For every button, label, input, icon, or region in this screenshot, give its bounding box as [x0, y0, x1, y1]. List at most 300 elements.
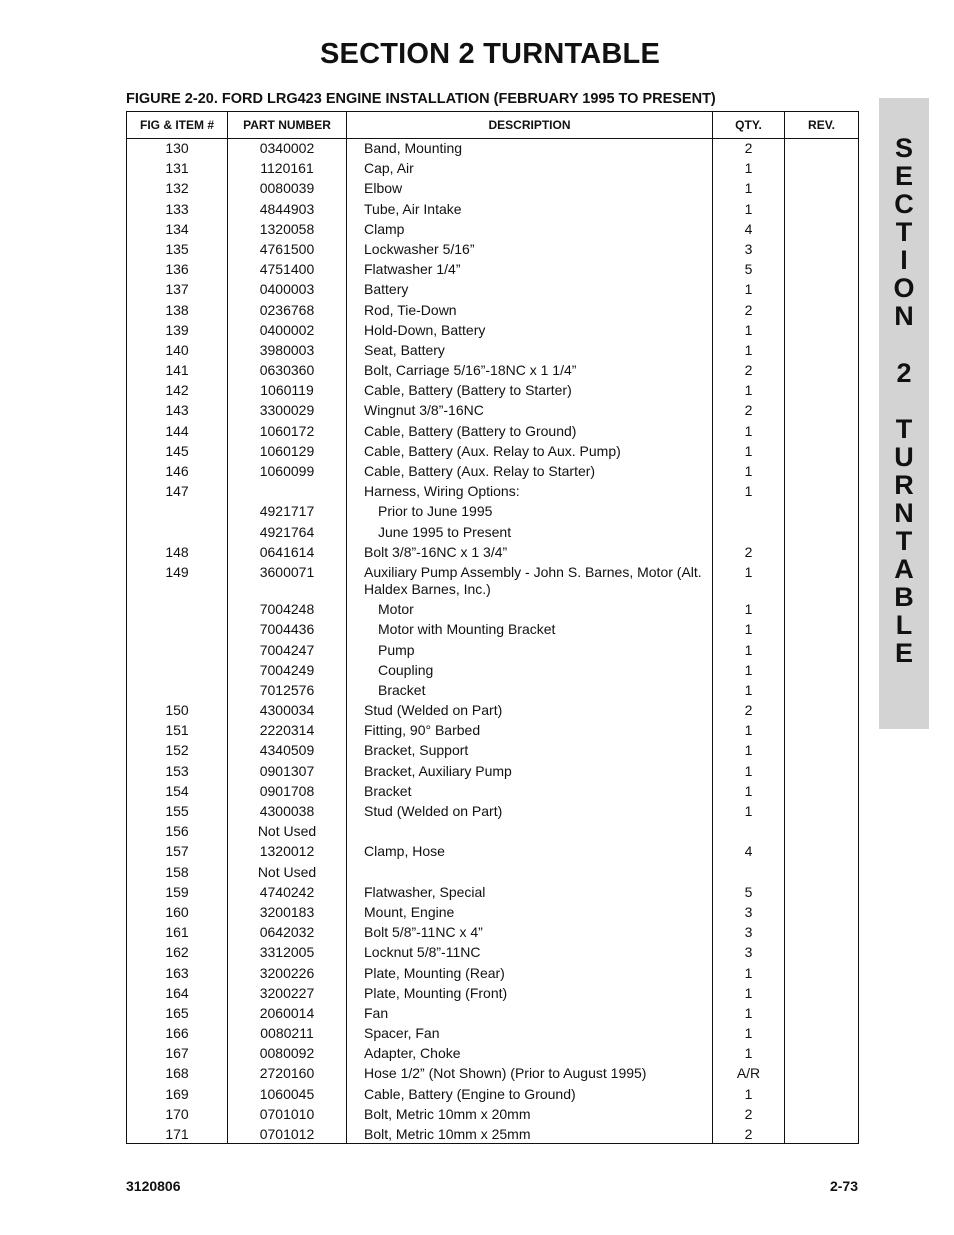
description-cell: Hold-Down, Battery: [347, 320, 713, 340]
qty-cell: 2: [713, 700, 785, 720]
description-cell: Pump: [347, 640, 713, 660]
part-number-cell: 1120161: [228, 159, 347, 179]
rev-cell: [785, 482, 859, 502]
item-number-cell: 157: [127, 842, 228, 862]
table-row: [127, 721, 859, 741]
qty-cell: 1: [713, 801, 785, 821]
qty-cell: 4: [713, 842, 785, 862]
part-number-cell: 0400002: [228, 320, 347, 340]
qty-cell: 1: [713, 340, 785, 360]
description-cell: Tube, Air Intake: [347, 199, 713, 219]
part-number-cell: 4921764: [228, 522, 347, 542]
rev-cell: [785, 923, 859, 943]
rev-cell: [785, 280, 859, 300]
rev-cell: [785, 680, 859, 700]
description-cell: Coupling: [347, 660, 713, 680]
description-cell: Bolt, Metric 10mm x 20mm: [347, 1104, 713, 1124]
rev-cell: [785, 721, 859, 741]
table-row: [127, 1064, 859, 1084]
rev-cell: [785, 842, 859, 862]
rev-cell: [785, 179, 859, 199]
table-row: [127, 239, 859, 259]
rev-cell: [785, 360, 859, 380]
item-number-cell: 168: [127, 1064, 228, 1084]
table-row: [127, 842, 859, 862]
qty-cell: A/R: [713, 1064, 785, 1084]
item-number-cell: 158: [127, 862, 228, 882]
table-row: [127, 700, 859, 720]
rev-cell: [785, 239, 859, 259]
description-cell: Cable, Battery (Engine to Ground): [347, 1084, 713, 1104]
table-row: [127, 1003, 859, 1023]
side-tab-letter: L: [895, 610, 913, 640]
table-row: [127, 882, 859, 902]
qty-cell: 2: [713, 401, 785, 421]
rev-cell: [785, 1084, 859, 1104]
description-cell: Prior to June 1995: [347, 502, 713, 522]
qty-cell: 1: [713, 179, 785, 199]
part-number-cell: 3312005: [228, 943, 347, 963]
table-row: [127, 761, 859, 781]
item-number-cell: [127, 600, 228, 620]
part-number-cell: 0080039: [228, 179, 347, 199]
side-tab-letter: S: [894, 133, 913, 163]
rev-cell: [785, 219, 859, 239]
rev-cell: [785, 320, 859, 340]
part-number-cell: 4844903: [228, 199, 347, 219]
table-row: [127, 502, 859, 522]
table-row: [127, 862, 859, 882]
item-number-cell: 162: [127, 943, 228, 963]
column-header-item: FIG & ITEM #: [127, 112, 228, 139]
table-row: [127, 401, 859, 421]
item-number-cell: 131: [127, 159, 228, 179]
item-number-cell: [127, 680, 228, 700]
qty-cell: 1: [713, 562, 785, 599]
qty-cell: 1: [713, 421, 785, 441]
rev-cell: [785, 381, 859, 401]
description-cell: Cable, Battery (Battery to Ground): [347, 421, 713, 441]
side-tab-letter: R: [894, 470, 914, 500]
item-number-cell: 154: [127, 781, 228, 801]
part-number-cell: 4740242: [228, 882, 347, 902]
item-number-cell: 139: [127, 320, 228, 340]
qty-cell: 1: [713, 781, 785, 801]
part-number-cell: 0400003: [228, 280, 347, 300]
item-number-cell: 137: [127, 280, 228, 300]
part-number-cell: 4300034: [228, 700, 347, 720]
table-header-row: [127, 112, 859, 139]
rev-cell: [785, 441, 859, 461]
qty-cell: 1: [713, 1044, 785, 1064]
item-number-cell: 136: [127, 260, 228, 280]
qty-cell: 1: [713, 963, 785, 983]
part-number-cell: 2060014: [228, 1003, 347, 1023]
part-number-cell: 3200183: [228, 902, 347, 922]
description-cell: [347, 862, 713, 882]
side-tab-letter: T: [895, 217, 913, 247]
table-row: [127, 660, 859, 680]
description-cell: Adapter, Choke: [347, 1044, 713, 1064]
part-number-cell: 7004436: [228, 620, 347, 640]
item-number-cell: 135: [127, 239, 228, 259]
description-cell: Bracket, Auxiliary Pump: [347, 761, 713, 781]
table-row: [127, 381, 859, 401]
table-row: [127, 923, 859, 943]
part-number-cell: 4751400: [228, 260, 347, 280]
item-number-cell: 170: [127, 1104, 228, 1124]
rev-cell: [785, 902, 859, 922]
item-number-cell: [127, 660, 228, 680]
description-cell: Bolt 3/8”-16NC x 1 3/4”: [347, 542, 713, 562]
part-number-cell: Not Used: [228, 862, 347, 882]
table-row: [127, 482, 859, 502]
rev-cell: [785, 1064, 859, 1084]
qty-cell: 1: [713, 721, 785, 741]
qty-cell: 2: [713, 300, 785, 320]
table-row: [127, 1084, 859, 1104]
part-number-cell: [228, 482, 347, 502]
item-number-cell: 150: [127, 700, 228, 720]
description-cell: Seat, Battery: [347, 340, 713, 360]
rev-cell: [785, 1023, 859, 1043]
qty-cell: 1: [713, 761, 785, 781]
qty-cell: 2: [713, 542, 785, 562]
rev-cell: [785, 600, 859, 620]
part-number-cell: 1320058: [228, 219, 347, 239]
description-cell: Battery: [347, 280, 713, 300]
rev-cell: [785, 1104, 859, 1124]
qty-cell: 1: [713, 1023, 785, 1043]
part-number-cell: 3300029: [228, 401, 347, 421]
table-row: [127, 640, 859, 660]
description-cell: Cable, Battery (Aux. Relay to Starter): [347, 461, 713, 481]
rev-cell: [785, 963, 859, 983]
part-number-cell: 7012576: [228, 680, 347, 700]
rev-cell: [785, 562, 859, 599]
rev-cell: [785, 640, 859, 660]
side-tab-letter: T: [895, 526, 913, 556]
table-row: [127, 360, 859, 380]
item-number-cell: 166: [127, 1023, 228, 1043]
document-number: 3120806: [126, 1178, 181, 1194]
table-row: [127, 741, 859, 761]
table-row: [127, 963, 859, 983]
table-row: [127, 1124, 859, 1143]
rev-cell: [785, 741, 859, 761]
qty-cell: 1: [713, 741, 785, 761]
rev-cell: [785, 781, 859, 801]
item-number-cell: 155: [127, 801, 228, 821]
table-row: [127, 300, 859, 320]
rev-cell: [785, 1044, 859, 1064]
part-number-cell: 1320012: [228, 842, 347, 862]
rev-cell: [785, 340, 859, 360]
qty-cell: 3: [713, 239, 785, 259]
description-cell: Band, Mounting: [347, 139, 713, 159]
description-cell: Cap, Air: [347, 159, 713, 179]
side-tab-letter: E: [894, 638, 913, 668]
part-number-cell: 0901307: [228, 761, 347, 781]
rev-cell: [785, 139, 859, 159]
qty-cell: 1: [713, 680, 785, 700]
column-header-description: DESCRIPTION: [347, 112, 713, 139]
table-row: [127, 902, 859, 922]
qty-cell: 1: [713, 660, 785, 680]
item-number-cell: 141: [127, 360, 228, 380]
description-cell: Cable, Battery (Battery to Starter): [347, 381, 713, 401]
item-number-cell: 159: [127, 882, 228, 902]
page-number: 2-73: [829, 1178, 858, 1194]
part-number-cell: 0080092: [228, 1044, 347, 1064]
rev-cell: [785, 300, 859, 320]
description-cell: Flatwasher, Special: [347, 882, 713, 902]
description-cell: Bracket: [347, 781, 713, 801]
part-number-cell: 3200227: [228, 983, 347, 1003]
description-cell: Bracket, Support: [347, 741, 713, 761]
part-number-cell: 1060172: [228, 421, 347, 441]
rev-cell: [785, 522, 859, 542]
qty-cell: 1: [713, 983, 785, 1003]
description-cell: Plate, Mounting (Front): [347, 983, 713, 1003]
description-cell: Flatwasher 1/4”: [347, 260, 713, 280]
qty-cell: 3: [713, 943, 785, 963]
part-number-cell: 0701012: [228, 1124, 347, 1143]
qty-cell: [713, 862, 785, 882]
qty-cell: 1: [713, 320, 785, 340]
item-number-cell: 134: [127, 219, 228, 239]
part-number-cell: 1060099: [228, 461, 347, 481]
side-tab-letter: T: [895, 414, 913, 444]
rev-cell: [785, 620, 859, 640]
description-cell: Motor: [347, 600, 713, 620]
rev-cell: [785, 260, 859, 280]
side-tab-letter: U: [894, 442, 914, 472]
parts-table-body: [127, 139, 859, 1144]
item-number-cell: 153: [127, 761, 228, 781]
item-number-cell: 130: [127, 139, 228, 159]
rev-cell: [785, 943, 859, 963]
part-number-cell: 0236768: [228, 300, 347, 320]
column-header-part-number: PART NUMBER: [228, 112, 347, 139]
qty-cell: 1: [713, 482, 785, 502]
rev-cell: [785, 882, 859, 902]
table-row: [127, 542, 859, 562]
section-side-tab: [879, 98, 929, 729]
qty-cell: 3: [713, 902, 785, 922]
figure-title: FIGURE 2-20. FORD LRG423 ENGINE INSTALLATION (FEBRUARY 1995 TO PRESENT): [126, 91, 716, 107]
table-row: [127, 441, 859, 461]
part-number-cell: 1060129: [228, 441, 347, 461]
item-number-cell: 156: [127, 822, 228, 842]
qty-cell: 2: [713, 1104, 785, 1124]
table-row: [127, 1104, 859, 1124]
part-number-cell: 0080211: [228, 1023, 347, 1043]
rev-cell: [785, 660, 859, 680]
description-cell: Stud (Welded on Part): [347, 700, 713, 720]
item-number-cell: 163: [127, 963, 228, 983]
rev-cell: [785, 700, 859, 720]
table-row: [127, 260, 859, 280]
side-tab-letter: N: [894, 301, 914, 331]
table-row: [127, 1023, 859, 1043]
qty-cell: 1: [713, 441, 785, 461]
rev-cell: [785, 542, 859, 562]
description-cell: Spacer, Fan: [347, 1023, 713, 1043]
rev-cell: [785, 983, 859, 1003]
part-number-cell: 0901708: [228, 781, 347, 801]
item-number-cell: 144: [127, 421, 228, 441]
part-number-cell: 2220314: [228, 721, 347, 741]
qty-cell: 1: [713, 280, 785, 300]
table-row: [127, 620, 859, 640]
table-row: [127, 600, 859, 620]
description-cell: Cable, Battery (Aux. Relay to Aux. Pump): [347, 441, 713, 461]
description-cell: Rod, Tie-Down: [347, 300, 713, 320]
description-cell: Fitting, 90° Barbed: [347, 721, 713, 741]
qty-cell: 1: [713, 640, 785, 660]
table-row: [127, 320, 859, 340]
description-cell: June 1995 to Present: [347, 522, 713, 542]
qty-cell: 1: [713, 600, 785, 620]
qty-cell: [713, 822, 785, 842]
parts-table: [126, 111, 859, 1144]
item-number-cell: 142: [127, 381, 228, 401]
item-number-cell: 164: [127, 983, 228, 1003]
table-row: [127, 461, 859, 481]
item-number-cell: 143: [127, 401, 228, 421]
description-cell: Fan: [347, 1003, 713, 1023]
rev-cell: [785, 761, 859, 781]
column-header-qty: QTY.: [713, 112, 785, 139]
side-tab-letter: I: [900, 245, 908, 275]
qty-cell: [713, 502, 785, 522]
qty-cell: 1: [713, 199, 785, 219]
rev-cell: [785, 401, 859, 421]
rev-cell: [785, 502, 859, 522]
part-number-cell: 0630360: [228, 360, 347, 380]
table-row: [127, 562, 859, 599]
item-number-cell: 147: [127, 482, 228, 502]
rev-cell: [785, 822, 859, 842]
item-number-cell: [127, 640, 228, 660]
item-number-cell: 145: [127, 441, 228, 461]
item-number-cell: 138: [127, 300, 228, 320]
description-cell: Clamp: [347, 219, 713, 239]
table-row: [127, 199, 859, 219]
part-number-cell: 4761500: [228, 239, 347, 259]
part-number-cell: 3600071: [228, 562, 347, 599]
item-number-cell: 149: [127, 562, 228, 599]
qty-cell: 2: [713, 360, 785, 380]
side-tab-letter: C: [894, 189, 914, 219]
part-number-cell: Not Used: [228, 822, 347, 842]
description-cell: [347, 822, 713, 842]
description-cell: Clamp, Hose: [347, 842, 713, 862]
qty-cell: [713, 522, 785, 542]
table-row: [127, 219, 859, 239]
rev-cell: [785, 1124, 859, 1143]
description-cell: Motor with Mounting Bracket: [347, 620, 713, 640]
qty-cell: 1: [713, 159, 785, 179]
table-row: [127, 179, 859, 199]
side-tab-letter: O: [893, 273, 915, 303]
qty-cell: 1: [713, 461, 785, 481]
part-number-cell: 1060119: [228, 381, 347, 401]
item-number-cell: 152: [127, 741, 228, 761]
part-number-cell: 4921717: [228, 502, 347, 522]
column-header-rev: REV.: [785, 112, 859, 139]
item-number-cell: 160: [127, 902, 228, 922]
rev-cell: [785, 801, 859, 821]
part-number-cell: 3980003: [228, 340, 347, 360]
table-row: [127, 159, 859, 179]
part-number-cell: 1060045: [228, 1084, 347, 1104]
description-cell: Wingnut 3/8”-16NC: [347, 401, 713, 421]
description-cell: Locknut 5/8”-11NC: [347, 943, 713, 963]
table-row: [127, 943, 859, 963]
table-row: [127, 680, 859, 700]
qty-cell: 4: [713, 219, 785, 239]
description-cell: Lockwasher 5/16”: [347, 239, 713, 259]
side-tab-letter: E: [894, 161, 913, 191]
table-row: [127, 983, 859, 1003]
item-number-cell: 133: [127, 199, 228, 219]
table-row: [127, 522, 859, 542]
item-number-cell: [127, 620, 228, 640]
item-number-cell: 169: [127, 1084, 228, 1104]
part-number-cell: 7004249: [228, 660, 347, 680]
description-cell: Mount, Engine: [347, 902, 713, 922]
rev-cell: [785, 461, 859, 481]
rev-cell: [785, 199, 859, 219]
side-tab-letter: A: [894, 554, 914, 584]
description-cell: Bracket: [347, 680, 713, 700]
item-number-cell: 151: [127, 721, 228, 741]
qty-cell: 1: [713, 620, 785, 640]
table-row: [127, 139, 859, 159]
item-number-cell: 161: [127, 923, 228, 943]
rev-cell: [785, 862, 859, 882]
description-cell: Stud (Welded on Part): [347, 801, 713, 821]
qty-cell: 1: [713, 1084, 785, 1104]
description-cell: Auxiliary Pump Assembly - John S. Barnes, Motor (Alt. Haldex Barnes, Inc.): [347, 562, 713, 599]
item-number-cell: 146: [127, 461, 228, 481]
item-number-cell: 171: [127, 1124, 228, 1143]
part-number-cell: 0701010: [228, 1104, 347, 1124]
part-number-cell: 2720160: [228, 1064, 347, 1084]
table-row: [127, 822, 859, 842]
side-tab-letter: 2: [896, 358, 912, 388]
description-cell: Hose 1/2” (Not Shown) (Prior to August 1995): [347, 1064, 713, 1084]
table-row: [127, 1044, 859, 1064]
part-number-cell: 7004247: [228, 640, 347, 660]
item-number-cell: 140: [127, 340, 228, 360]
description-cell: Elbow: [347, 179, 713, 199]
qty-cell: 5: [713, 260, 785, 280]
rev-cell: [785, 1003, 859, 1023]
qty-cell: 5: [713, 882, 785, 902]
qty-cell: 1: [713, 381, 785, 401]
table-row: [127, 340, 859, 360]
qty-cell: 1: [713, 1003, 785, 1023]
description-cell: Bolt, Metric 10mm x 25mm: [347, 1124, 713, 1143]
item-number-cell: 167: [127, 1044, 228, 1064]
item-number-cell: [127, 502, 228, 522]
description-cell: Harness, Wiring Options:: [347, 482, 713, 502]
qty-cell: 3: [713, 923, 785, 943]
rev-cell: [785, 159, 859, 179]
